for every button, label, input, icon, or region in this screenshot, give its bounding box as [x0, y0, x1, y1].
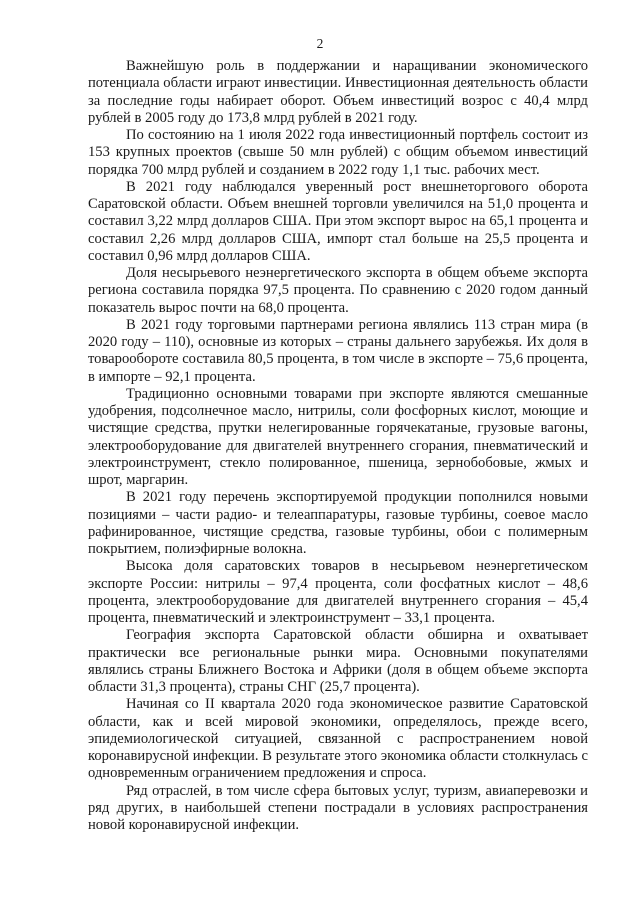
- page-number: 2: [316, 36, 324, 51]
- paragraph-affected-industries: Ряд отраслей, в том числе сфера бытовых услуг, туризм, авиаперевозки и ряд других, в наибольшей степени пострадали в условиях распространения новой коронавирусной инфекции.: [88, 782, 588, 833]
- paragraph-investments-role: Важнейшую роль в поддержании и наращивании экономического потенциала области играют инвестиции. Инвестиционная деятельность области за последние годы набирает оборот. Объем инвестиций возрос с 40,4 млрд рублей в 2005 году до 173,8 млрд рублей в 2021 году.: [88, 58, 588, 126]
- paragraph-non-resource-export-share: Доля несырьевого неэнергетического экспорта в общем объеме экспорта региона составила порядка 97,5 процента. По сравнению с 2020 годом данный показатель вырос почти на 68,0 процента.: [88, 265, 588, 316]
- paragraph-trade-partners: В 2021 году торговыми партнерами региона являлись 113 стран мира (в 2020 году – 110), основные из которых – страны дальнего зарубежья. Их доля в товарообороте составила 80,5 процента, в том числе в экспорте – 75,6 процента, в импорте – 92,1 процента.: [88, 316, 588, 385]
- document-body: [88, 58, 588, 834]
- paragraph-traditional-export-goods: Традиционно основными товарами при экспорте являются смешанные удобрения, подсолнечное масло, нитрилы, соли фосфорных кислот, моющие и чистящие средства, прутки нелегированные горячекатаные, грузовые вагоны, электрооборудование для двигателей внутреннего сгорания, пневматический и электроинструмент, стекло полированное, пшеница, зернобобовые, жмых и шрот, маргарин.: [88, 385, 588, 488]
- paragraph-pandemic-impact: Начиная со II квартала 2020 года экономическое развитие Саратовской области, как и всей мировой экономики, определялось, прежде всего, эпидемиологической ситуацией, связанной с распространением новой коронавирусной инфекции. В результате этого экономика области столкнулась с одновременным ограничением предложения и спроса.: [88, 696, 588, 782]
- paragraph-foreign-trade-growth: В 2021 году наблюдался уверенный рост внешнеторгового оборота Саратовской области. Объем внешней торговли увеличился на 51,0 процента и составил 3,22 млрд долларов США. При этом экспорт вырос на 65,1 процента и составил 2,26 млрд долларов США, импорт стал больше на 25,5 процента и составил 0,96 млрд долларов США.: [88, 178, 588, 264]
- paragraph-export-geography: География экспорта Саратовской области обширна и охватывает практически все региональные рынки мира. Основными покупателями являлись страны Ближнего Востока и Африки (доля в общем объеме экспорта области 31,3 процента), страны СНГ (25,7 процента).: [88, 627, 588, 695]
- paragraph-russian-export-share: Высока доля саратовских товаров в несырьевом неэнергетическом экспорте России: нитрилы – 97,4 процента, соли фосфатных кислот – 48,6 процента, электрооборудование для двигателей внутреннего сгорания – 45,4 процента, пневматический и электроинструмент – 33,1 процента.: [88, 558, 588, 626]
- paragraph-new-export-positions: В 2021 году перечень экспортируемой продукции пополнился новыми позициями – части радио- и телеаппаратуры, газовые турбины, соевое масло рафинированное, чистящие средства, газовые турбины, обои с полимерным покрытием, полиэфирные волокна.: [88, 489, 588, 557]
- paragraph-investment-portfolio: По состоянию на 1 июля 2022 года инвестиционный портфель состоит из 153 крупных проектов (свыше 50 млн рублей) с общим объемом инвестиций порядка 700 млрд рублей и созданием в 2022 году 1,1 тыс. рабочих мест.: [88, 127, 588, 178]
